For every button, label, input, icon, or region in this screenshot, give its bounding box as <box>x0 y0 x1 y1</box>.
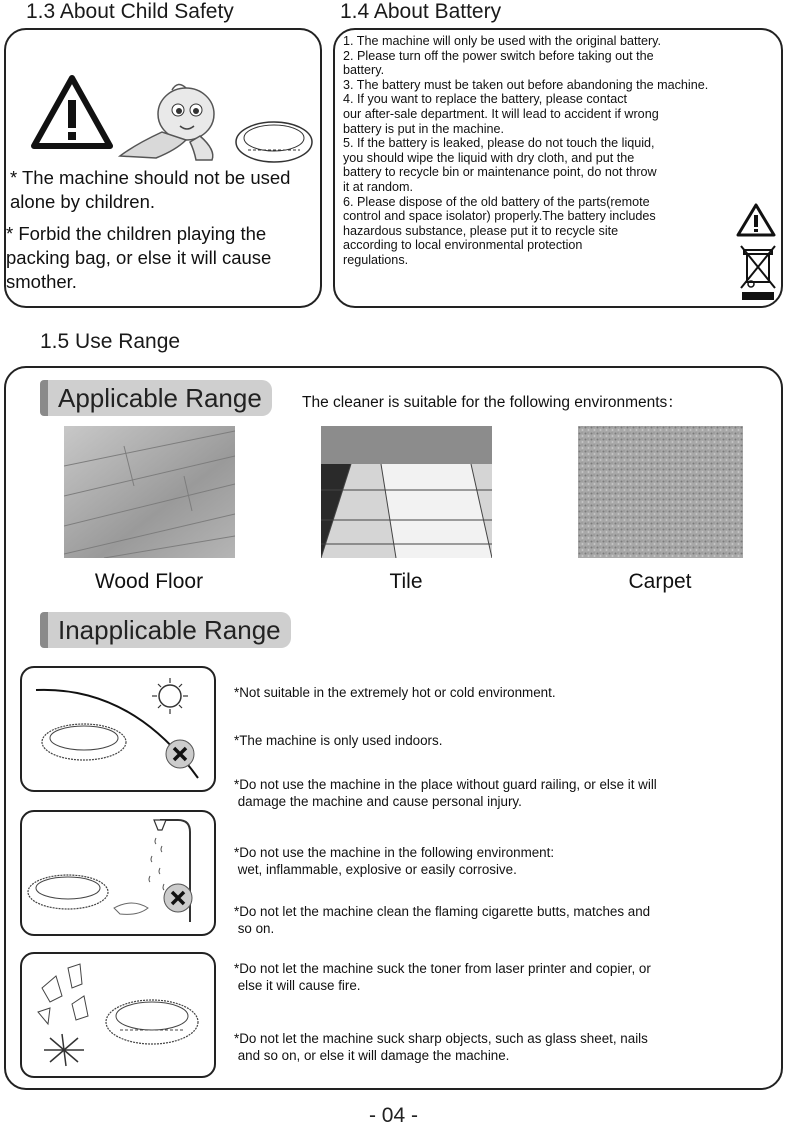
child-safety-note-1: * The machine should not be used alone by children. <box>10 167 291 212</box>
battery-line: 6. Please dispose of the old battery of the parts(remote <box>343 194 650 209</box>
wet-illustration-box <box>20 810 216 936</box>
child-safety-heading: 1.3 About Child Safety <box>26 0 234 23</box>
inapplicable-range-tag: Inapplicable Range <box>40 612 291 648</box>
inapplicable-note: *Do not use the machine in the following environment: <box>234 845 555 860</box>
battery-line: 1. The machine will only be used with the original battery. <box>343 34 662 48</box>
battery-line: control and space isolator) properly.The battery includes <box>343 209 656 224</box>
wood-floor-label: Wood Floor <box>94 570 204 593</box>
battery-line: hazardous substance, please put it to recycle site <box>343 223 619 238</box>
hot-cold-illustration-box <box>20 666 216 792</box>
applicable-range-description: The cleaner is suitable for the following environments： <box>302 394 683 411</box>
battery-heading: 1.4 About Battery <box>340 0 502 23</box>
sharp-objects-illustration-box <box>20 952 216 1078</box>
recycle-bin-crossed-icon <box>739 244 777 302</box>
inapplicable-note: and so on, or else it will damage the machine. <box>234 1048 510 1063</box>
warning-icon <box>735 202 777 238</box>
shower-robot-illustration <box>22 812 214 934</box>
use-range-box <box>4 366 783 1090</box>
battery-line: battery. <box>343 63 385 78</box>
tile-photo <box>321 426 492 558</box>
child-safety-box <box>4 28 322 308</box>
battery-box <box>333 28 783 308</box>
inapplicable-note: *Do not let the machine suck the toner from laser printer and copier, or <box>234 961 651 976</box>
inapplicable-note: *Not suitable in the extremely hot or cold environment. <box>234 685 556 700</box>
battery-line: 4. If you want to replace the battery, please contact <box>343 92 627 107</box>
battery-line: 2. Please turn off the power switch before taking out the <box>343 48 654 63</box>
battery-line: according to local environmental protection <box>343 238 583 253</box>
use-range-heading: 1.5 Use Range <box>40 330 181 353</box>
battery-line: battery is put in the machine. <box>343 121 505 136</box>
battery-line: it at random. <box>343 179 413 194</box>
battery-line: regulations. <box>343 252 409 267</box>
applicable-range-tag: Applicable Range <box>40 380 272 416</box>
sun-cliff-robot-illustration <box>22 668 214 790</box>
glass-nails-robot-illustration <box>22 954 214 1076</box>
carpet-photo <box>578 426 743 558</box>
battery-line: 5. If the battery is leaked, please do not touch the liquid, <box>343 136 655 151</box>
inapplicable-note: *The machine is only used indoors. <box>234 733 443 748</box>
inapplicable-note: damage the machine and cause personal injury. <box>234 794 522 809</box>
inapplicable-note: *Do not let the machine suck sharp objects, such as glass sheet, nails <box>234 1031 648 1046</box>
carpet-label: Carpet <box>628 570 692 593</box>
inapplicable-note: so on. <box>234 921 275 936</box>
inapplicable-note: wet, inflammable, explosive or easily corrosive. <box>234 862 517 877</box>
wood-floor-photo <box>64 426 235 558</box>
warning-icon <box>30 74 114 150</box>
tile-label: Tile <box>389 570 423 593</box>
battery-line: you should wipe the liquid with dry cloth, and put the <box>343 150 635 165</box>
battery-line: our after-sale department. It will lead to accident if wrong <box>343 106 659 121</box>
inapplicable-note: *Do not use the machine in the place without guard railing, or else it will <box>234 777 657 792</box>
page-number: - 04 - <box>368 1104 418 1127</box>
battery-text <box>343 34 708 268</box>
child-safety-note-2: * Forbid the children playing the packing bag, or else it will cause smother. <box>6 223 272 292</box>
inapplicable-note: else it will cause fire. <box>234 978 361 993</box>
inapplicable-note: *Do not let the machine clean the flaming cigarette butts, matches and <box>234 904 651 919</box>
battery-line: 3. The battery must be taken out before abandoning the machine. <box>343 77 709 92</box>
battery-line: battery to recycle bin or maintenance point, do not throw <box>343 165 657 180</box>
baby-crawling-illustration <box>116 56 316 168</box>
